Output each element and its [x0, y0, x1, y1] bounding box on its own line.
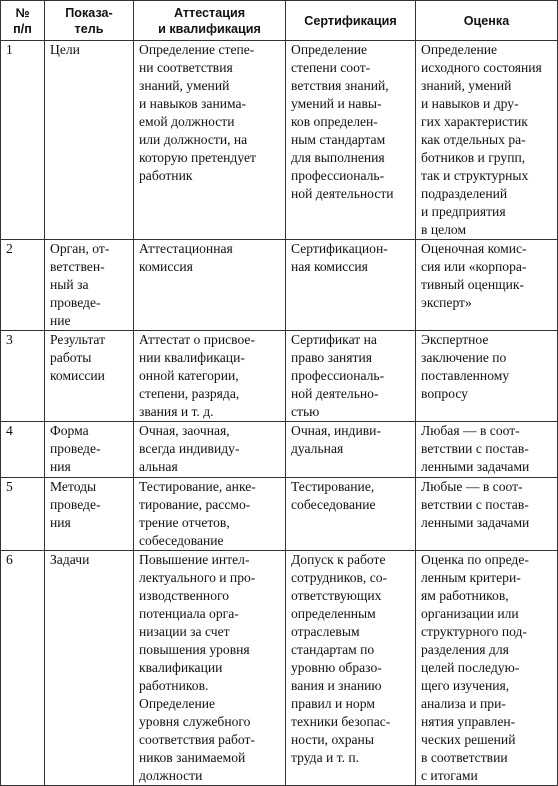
cell-assessment: [416, 331, 558, 422]
cell-text-line: техники безопас-: [291, 714, 391, 729]
cell-text-line: труда и т. п.: [291, 750, 360, 765]
cell-text-line: повышения уровня: [139, 642, 250, 657]
cell-indicator: [45, 240, 134, 331]
cell-assessment: [416, 478, 558, 551]
cell-text-line: проведе-: [50, 497, 101, 512]
cell-text-line: определенным: [291, 606, 376, 621]
cell-certification: [286, 41, 416, 240]
cell-text-line: Определение: [139, 696, 216, 711]
cell-text-line: 4: [6, 423, 13, 438]
cell-text-line: поставленному: [421, 368, 510, 383]
cell-attestation: [134, 551, 286, 786]
cell-text-line: степени, разряда,: [139, 386, 240, 401]
cell-text-line: онной категории,: [139, 368, 239, 383]
cell-text-line: ческих решений: [421, 732, 516, 747]
cell-text-line: емой должности: [139, 114, 235, 129]
cell-text-line: ленными задачами: [421, 515, 530, 530]
cell-text-line: умений и навы-: [291, 96, 382, 111]
cell-text-line: Определение: [291, 42, 368, 57]
cell-text-line: Очная, заочная,: [139, 423, 230, 438]
cell-text-line: собеседование: [139, 533, 224, 548]
cell-text-line: право занятия: [291, 350, 373, 365]
cell-text-line: квалификации: [139, 660, 223, 675]
cell-number: [1, 41, 45, 240]
cell-text-line: Аттестация: [173, 5, 246, 20]
cell-text-line: 1: [6, 42, 13, 57]
cell-text-line: 2: [6, 241, 13, 256]
cell-text-line: профессиональ-: [291, 168, 385, 183]
table-row: [1, 478, 558, 551]
cell-text-line: нии квалификаци-: [139, 350, 245, 365]
cell-text-line: должности: [139, 768, 203, 783]
cell-certification: [286, 240, 416, 331]
cell-text-line: вопросу: [421, 386, 468, 401]
cell-text-line: ветствии с постав-: [421, 441, 529, 456]
header-assessment: [416, 1, 558, 41]
cell-text-line: тель: [74, 21, 104, 36]
cell-text-line: Аттестационная: [139, 241, 233, 256]
cell-text-line: ная комиссия: [291, 259, 368, 274]
cell-text-line: Орган, от-: [50, 241, 110, 256]
cell-text-line: щего изучения,: [421, 678, 510, 693]
cell-number: [1, 478, 45, 551]
cell-number: [1, 331, 45, 422]
cell-text-line: или должности, на: [139, 132, 248, 147]
cell-text-line: ния: [50, 515, 71, 530]
cell-text-line: разделения для: [421, 642, 509, 657]
cell-text-line: Экспертное: [421, 332, 489, 347]
cell-text-line: Любая — в соот-: [421, 423, 520, 438]
cell-text-line: в целом: [421, 222, 467, 237]
cell-text-line: ветствия знаний,: [291, 78, 389, 93]
cell-text-line: заключение по: [421, 350, 507, 365]
cell-text-line: ков определен-: [291, 114, 378, 129]
cell-indicator: [45, 478, 134, 551]
cell-text-line: Цели: [50, 42, 80, 57]
cell-text-line: Форма: [50, 423, 89, 438]
cell-certification: [286, 478, 416, 551]
cell-text-line: Повышение интел-: [139, 552, 250, 567]
cell-text-line: Методы: [50, 479, 97, 494]
cell-text-line: Показа-: [65, 5, 113, 20]
table-header-row: [1, 1, 558, 41]
cell-text-line: нятия управлен-: [421, 714, 516, 729]
cell-text-line: комиссия: [139, 259, 193, 274]
cell-text-line: и навыков занима-: [139, 96, 247, 111]
cell-text-line: организации или: [421, 606, 519, 621]
cell-text-line: степени соот-: [291, 60, 371, 75]
cell-text-line: Допуск к работе: [291, 552, 386, 567]
cell-text-line: ни соответствия: [139, 60, 233, 75]
cell-text-line: стандартам по: [291, 642, 375, 657]
cell-text-line: правил и норм: [291, 696, 375, 711]
table-row: [1, 331, 558, 422]
cell-text-line: Тестирование,: [291, 479, 375, 494]
cell-text-line: низации за счет: [139, 624, 230, 639]
cell-text-line: профессиональ-: [291, 368, 385, 383]
cell-text-line: всегда индивиду-: [139, 441, 240, 456]
cell-text-line: Определение степе-: [139, 42, 255, 57]
cell-text-line: ленным критери-: [421, 570, 521, 585]
cell-text-line: лектуального и про-: [139, 570, 256, 585]
cell-text-line: гих характеристик: [421, 114, 528, 129]
cell-text-line: ной деятельности: [291, 186, 394, 201]
cell-text-line: для выполнения: [291, 150, 385, 165]
cell-text-line: Оценка: [463, 13, 510, 28]
cell-indicator: [45, 422, 134, 478]
cell-text-line: Сертификат на: [291, 332, 377, 347]
cell-text-line: Определение: [421, 42, 498, 57]
cell-indicator: [45, 551, 134, 786]
cell-text-line: стью: [291, 404, 320, 419]
cell-text-line: проведе-: [50, 441, 101, 456]
table-row: [1, 551, 558, 786]
cell-text-line: ние: [50, 313, 71, 328]
cell-text-line: комиссии: [50, 368, 105, 383]
cell-text-line: №: [15, 5, 30, 20]
cell-text-line: эксперт»: [421, 295, 472, 310]
cell-attestation: [134, 41, 286, 240]
cell-text-line: проведе-: [50, 295, 101, 310]
cell-text-line: ной деятельно-: [291, 386, 379, 401]
cell-text-line: Любые — в соот-: [421, 479, 523, 494]
cell-text-line: и навыков и дру-: [421, 96, 519, 111]
cell-text-line: альная: [139, 459, 178, 474]
cell-number: [1, 240, 45, 331]
cell-text-line: дуальная: [291, 441, 344, 456]
cell-text-line: тивный оценщик-: [421, 277, 524, 292]
cell-text-line: собеседование: [291, 497, 376, 512]
cell-number: [1, 551, 45, 786]
cell-text-line: уровня служебного: [139, 714, 251, 729]
cell-text-line: с итогами: [421, 768, 478, 783]
cell-text-line: Аттестат о присвое-: [139, 332, 255, 347]
cell-text-line: уровню образо-: [291, 660, 382, 675]
cell-indicator: [45, 331, 134, 422]
cell-indicator: [45, 41, 134, 240]
cell-attestation: [134, 240, 286, 331]
cell-attestation: [134, 478, 286, 551]
cell-text-line: Очная, индиви-: [291, 423, 381, 438]
cell-text-line: ния: [50, 459, 71, 474]
cell-attestation: [134, 422, 286, 478]
cell-text-line: п/п: [13, 21, 32, 36]
cell-text-line: работник: [139, 168, 193, 183]
cell-attestation: [134, 331, 286, 422]
cell-text-line: ветствии с постав-: [421, 497, 529, 512]
cell-text-line: подразделений: [421, 186, 508, 201]
table-row: [1, 41, 558, 240]
cell-text-line: ности, охраны: [291, 732, 374, 747]
cell-text-line: звания и т. д.: [139, 404, 214, 419]
cell-text-line: сия или «корпора-: [421, 259, 527, 274]
cell-text-line: и предприятия: [421, 204, 506, 219]
header-indicator: [45, 1, 134, 41]
cell-text-line: как отдельных ра-: [421, 132, 526, 147]
table-row: [1, 240, 558, 331]
cell-text-line: исходного состояния: [421, 60, 542, 75]
cell-text-line: Результат: [50, 332, 106, 347]
cell-text-line: ленными задачами: [421, 459, 530, 474]
cell-text-line: ный за: [50, 277, 89, 292]
cell-text-line: 5: [6, 479, 13, 494]
cell-text-line: которую претендует: [139, 150, 256, 165]
cell-text-line: знаний, умений: [139, 78, 230, 93]
cell-text-line: ответствующих: [291, 588, 382, 603]
cell-text-line: сотрудников, со-: [291, 570, 388, 585]
cell-text-line: отраслевым: [291, 624, 360, 639]
cell-text-line: работников.: [139, 678, 209, 693]
cell-text-line: Задачи: [50, 552, 90, 567]
cell-assessment: [416, 551, 558, 786]
cell-text-line: структурного под-: [421, 624, 527, 639]
cell-text-line: анализа и при-: [421, 696, 506, 711]
cell-text-line: ным стандартам: [291, 132, 386, 147]
cell-text-line: Сертификацион-: [291, 241, 388, 256]
header-certification: [286, 1, 416, 41]
cell-text-line: работы: [50, 350, 92, 365]
cell-assessment: [416, 41, 558, 240]
cell-text-line: 3: [6, 332, 13, 347]
cell-text-line: Сертификация: [304, 13, 397, 28]
cell-number: [1, 422, 45, 478]
cell-certification: [286, 551, 416, 786]
cell-text-line: ям работников,: [421, 588, 509, 603]
cell-text-line: тирование, рассмо-: [139, 497, 251, 512]
table-row: [1, 422, 558, 478]
cell-text-line: ников занимаемой: [139, 750, 246, 765]
cell-text-line: так и структурных: [421, 168, 529, 183]
header-number: [1, 1, 45, 41]
cell-assessment: [416, 422, 558, 478]
cell-text-line: ботников и групп,: [421, 150, 526, 165]
cell-text-line: Оценка по опреде-: [421, 552, 529, 567]
cell-text-line: соответствия работ-: [139, 732, 256, 747]
cell-text-line: целей последую-: [421, 660, 520, 675]
cell-certification: [286, 422, 416, 478]
cell-text-line: изводственного: [139, 588, 230, 603]
cell-text-line: знаний, умений: [421, 78, 512, 93]
cell-text-line: в соответствии: [421, 750, 508, 765]
cell-text-line: вания и знанию: [291, 678, 382, 693]
cell-text-line: Тестирование, анке-: [139, 479, 256, 494]
cell-text-line: Оценочная комис-: [421, 241, 527, 256]
header-attestation: [134, 1, 286, 41]
cell-text-line: 6: [6, 552, 13, 567]
cell-text-line: ветствен-: [50, 259, 105, 274]
cell-text-line: трение отчетов,: [139, 515, 230, 530]
cell-certification: [286, 331, 416, 422]
cell-assessment: [416, 240, 558, 331]
cell-text-line: потенциала орга-: [139, 606, 239, 621]
cell-text-line: и квалификация: [158, 21, 261, 36]
